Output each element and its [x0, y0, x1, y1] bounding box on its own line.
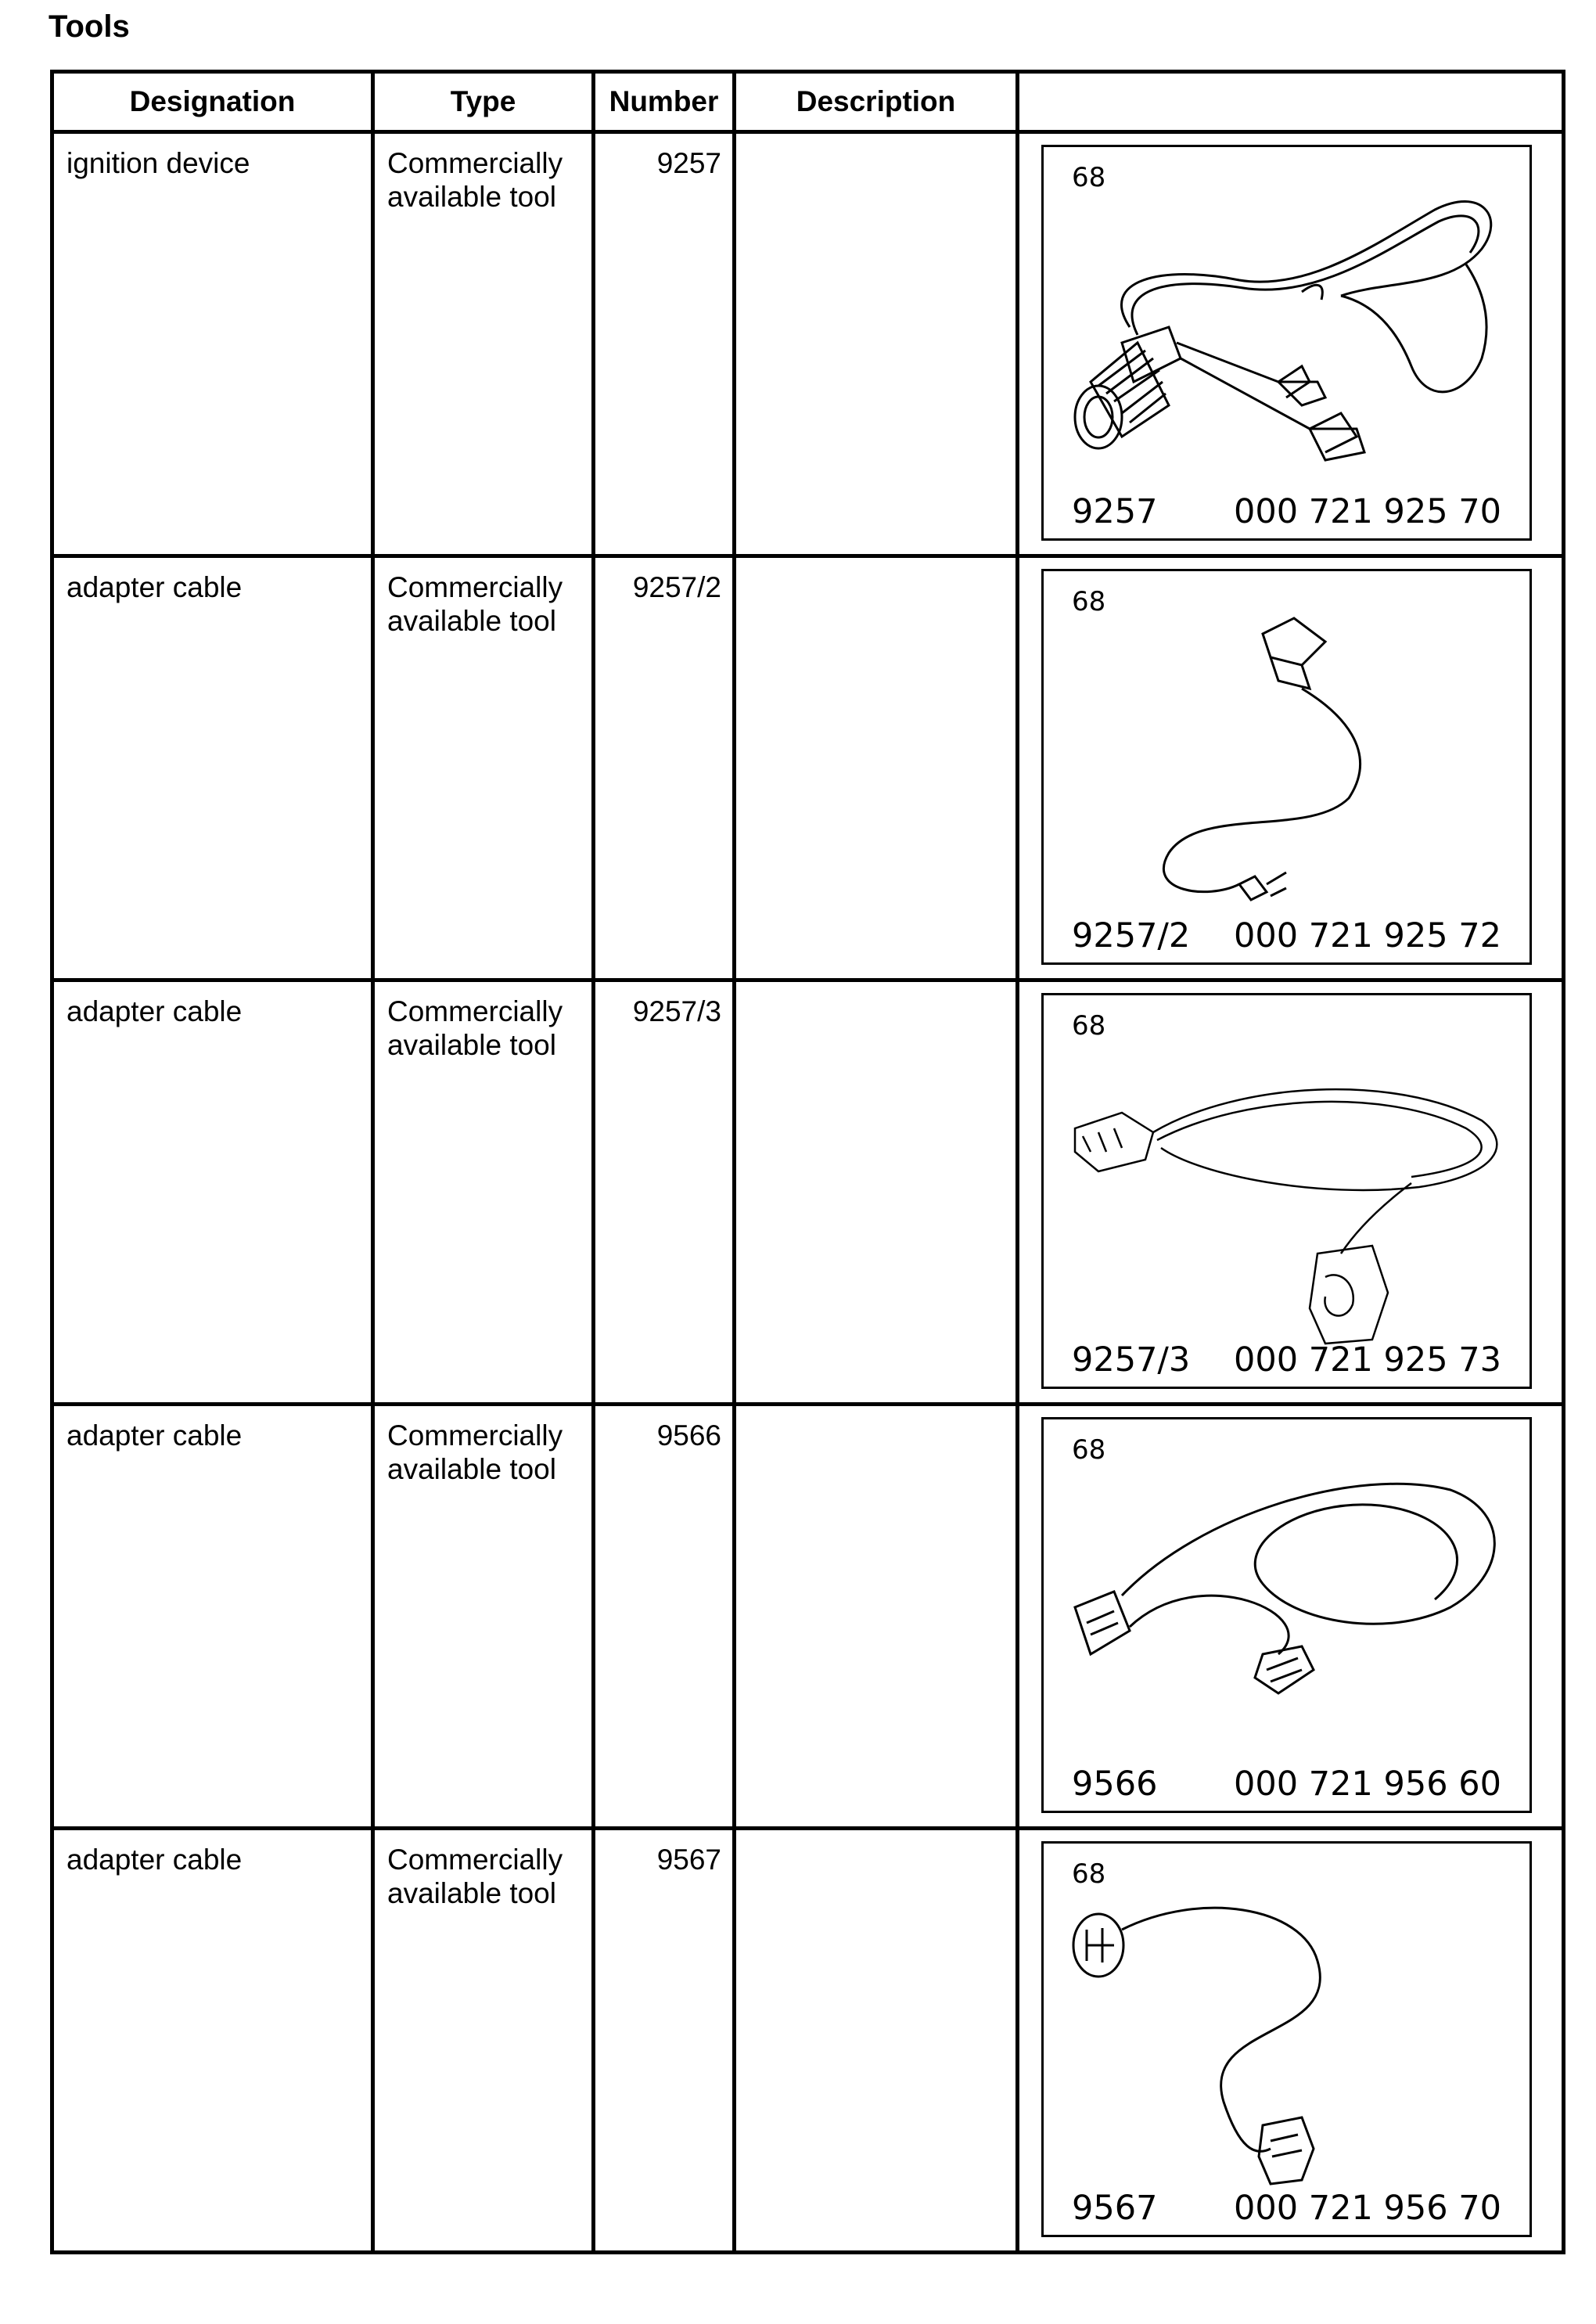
number-text: 9566: [656, 1419, 721, 1452]
figure-code: 68: [1072, 586, 1106, 617]
number-text: 9257: [656, 147, 721, 179]
table-row: [52, 556, 1564, 980]
ignition-device-drawing: [1044, 147, 1530, 538]
number-text: 9257/2: [632, 571, 721, 603]
figure-part-number: 000 721 925 70: [1234, 492, 1501, 531]
description-text: [736, 1406, 1015, 1419]
designation-text: adapter cable: [66, 571, 243, 603]
figure-code: 68: [1072, 1010, 1106, 1041]
description-cell: [735, 1405, 1018, 1829]
type-text: Commercially available tool: [387, 1419, 563, 1485]
number-cell: [594, 1405, 735, 1829]
designation-cell: [52, 556, 373, 980]
description-text: [736, 558, 1015, 570]
designation-cell: [52, 980, 373, 1405]
adapter-cable-drawing: [1044, 995, 1530, 1387]
figure-tool-number: 9257: [1072, 492, 1158, 531]
number-cell: [594, 980, 735, 1405]
figure-tool-number: 9257/2: [1072, 916, 1191, 955]
type-text: Commercially available tool: [387, 571, 563, 637]
designation-cell: [52, 1829, 373, 2253]
type-text: Commercially available tool: [387, 995, 563, 1061]
header-number: Number: [594, 72, 735, 132]
adapter-cable-drawing: [1044, 1844, 1530, 2235]
designation-cell: [52, 132, 373, 556]
figure-tool-number: 9567: [1072, 2189, 1158, 2228]
number-cell: [594, 1829, 735, 2253]
type-cell: [373, 1405, 594, 1829]
type-cell: [373, 1829, 594, 2253]
header-type: Type: [373, 72, 594, 132]
designation-text: adapter cable: [66, 1419, 243, 1452]
type-text: Commercially available tool: [387, 1844, 563, 1909]
description-cell: [735, 132, 1018, 556]
number-text: 9567: [656, 1844, 721, 1876]
header-designation: Designation: [52, 72, 373, 132]
figure-code: 68: [1072, 1858, 1106, 1890]
figure-part-number: 000 721 925 73: [1234, 1340, 1501, 1380]
header-figure: [1018, 72, 1564, 132]
tool-figure: [1041, 145, 1532, 541]
figure-tool-number: 9566: [1072, 1765, 1158, 1804]
table-row: [52, 1829, 1564, 2253]
figure-tool-number: 9257/3: [1072, 1340, 1191, 1380]
figure-cell: [1018, 1405, 1564, 1829]
figure-part-number: 000 721 956 70: [1234, 2189, 1501, 2228]
designation-text: ignition device: [66, 147, 250, 179]
tool-figure: [1041, 1841, 1532, 2237]
figure-part-number: 000 721 925 72: [1234, 916, 1501, 955]
adapter-cable-drawing: [1044, 1419, 1530, 1811]
adapter-cable-drawing: [1044, 571, 1530, 962]
designation-text: adapter cable: [66, 1844, 243, 1876]
description-text: [736, 982, 1015, 995]
page-title: Tools: [49, 9, 130, 44]
type-cell: [373, 980, 594, 1405]
type-cell: [373, 132, 594, 556]
number-text: 9257/3: [632, 995, 721, 1027]
tools-table: [50, 70, 1565, 2254]
table-row: [52, 132, 1564, 556]
designation-cell: [52, 1405, 373, 1829]
figure-code: 68: [1072, 1434, 1106, 1466]
description-cell: [735, 980, 1018, 1405]
figure-cell: [1018, 980, 1564, 1405]
figure-cell: [1018, 556, 1564, 980]
figure-cell: [1018, 132, 1564, 556]
header-description: Description: [735, 72, 1018, 132]
number-cell: [594, 132, 735, 556]
figure-code: 68: [1072, 162, 1106, 193]
designation-text: adapter cable: [66, 995, 243, 1027]
tool-figure: [1041, 569, 1532, 965]
table-row: [52, 980, 1564, 1405]
figure-part-number: 000 721 956 60: [1234, 1765, 1501, 1804]
table-row: [52, 1405, 1564, 1829]
tool-figure: [1041, 1417, 1532, 1813]
table-header-row: [52, 72, 1564, 132]
figure-cell: [1018, 1829, 1564, 2253]
tool-figure: [1041, 993, 1532, 1389]
type-cell: [373, 556, 594, 980]
number-cell: [594, 556, 735, 980]
type-text: Commercially available tool: [387, 147, 563, 213]
description-cell: [735, 1829, 1018, 2253]
description-text: [736, 1830, 1015, 1843]
description-text: [736, 134, 1015, 146]
description-cell: [735, 556, 1018, 980]
